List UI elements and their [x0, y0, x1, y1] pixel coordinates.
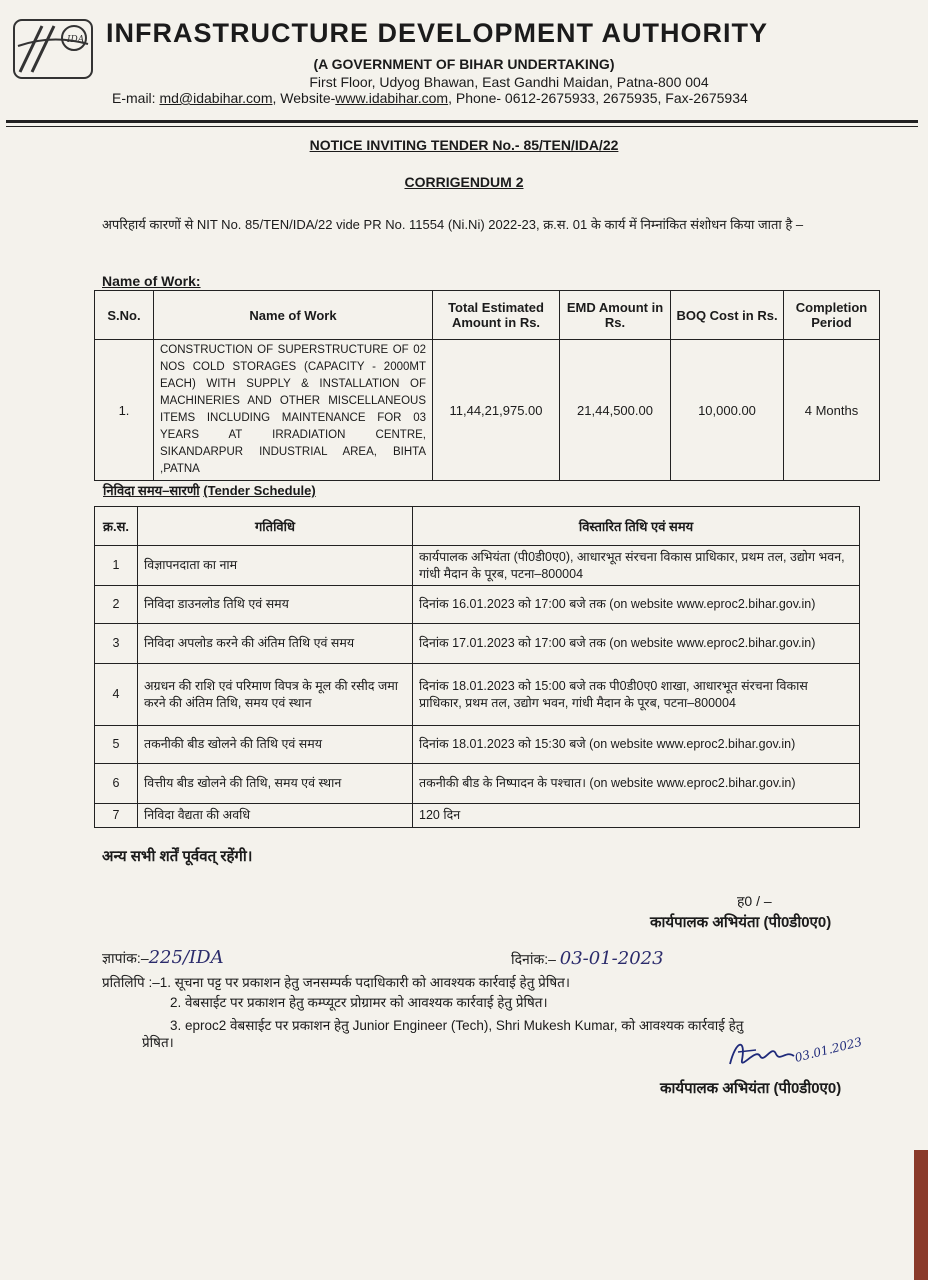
cell-boq: 10,000.00	[671, 340, 784, 481]
table-row	[95, 340, 880, 481]
col-detail: विस्तारित तिथि एवं समय	[413, 507, 860, 546]
cell-sno: 1.	[95, 340, 154, 481]
col-sn: क्र.स.	[95, 507, 138, 546]
work-table-header	[95, 291, 880, 340]
schedule-title: निविदा समय–सारणी (Tender Schedule)	[103, 483, 316, 498]
name-of-work-label: Name of Work:	[102, 273, 201, 289]
svg-text:IDA: IDA	[67, 35, 85, 45]
cell-name: CONSTRUCTION OF SUPERSTRUCTURE OF 02 NOS COLD STORAGES (CAPACITY - 2000MT EACH) WITH SUPPLY & INSTALLATION OF MACHINERIES AND OTHER MISCELLANEOUS ITEMS INCLUDING MAINTENANCE FOR 03 YEARS AT IRRADIATION CENTRE, SIKANDARPUR INDUSTRIAL AREA, BIHTA ,PATNA	[154, 340, 433, 481]
copy-line-1: प्रतिलिपि :–1. सूचना पट्ट पर प्रकाशन हेतु जनसम्पर्क पदाधिकारी को आवश्यक कार्रवाई हेतु प्रेषित।	[102, 975, 570, 990]
copy-line-3-cont: प्रेषित।	[142, 1035, 174, 1050]
cell-period: 4 Months	[784, 340, 880, 481]
signed-note: ह0 / –	[737, 893, 772, 909]
col-boq: BOQ Cost in Rs.	[671, 291, 784, 340]
col-emd: EMD Amount in Rs.	[560, 291, 671, 340]
signatory-title-2: कार्यपालक अभियंता (पी0डी0ए0)	[660, 1080, 842, 1097]
org-name: INFRASTRUCTURE DEVELOPMENT AUTHORITY	[106, 18, 768, 48]
table-row: 5 तकनीकी बीड खोलने की तिथि एवं समय दिनांक 18.01.2023 को 15:30 बजे (on website www.eproc2.bihar.gov.in)	[95, 726, 860, 764]
memo-handwritten: 225/IDA	[148, 947, 224, 968]
memo-date: दिनांक:– 03-01-2023	[511, 948, 664, 969]
schedule-table	[94, 506, 860, 828]
table-row: 7 निविदा वैद्यता की अवधि 120 दिन	[95, 804, 860, 828]
header-rule-thin	[6, 126, 918, 127]
col-activity: गतिविधि	[138, 507, 413, 546]
edge-strip	[914, 1150, 928, 1280]
website-link[interactable]: www.idabihar.com	[335, 90, 449, 106]
table-row: 4 अग्रधन की राशि एवं परिमाण विपत्र के मूल की रसीद जमा करने की अंतिम तिथि, समय एवं स्थान दिनांक 18.01.2023 को 15:00 बजे तक पी0डी0ए0 शाखा, आधारभूत संरचना विकास प्राधिकार, प्रथम तल, उद्योग भवन, गांधी मैदान के पूरब, पटना–800004	[95, 664, 860, 726]
date-handwritten: 03-01-2023	[559, 948, 664, 969]
svg-text:03.01.2023: 03.01.2023	[793, 1034, 864, 1065]
work-table	[94, 290, 880, 481]
org-contact: E-mail: md@idabihar.com, Website-www.idabihar.com, Phone- 0612-2675933, 2675935, Fax-2675934	[112, 90, 748, 106]
col-name: Name of Work	[154, 291, 433, 340]
notice-title: NOTICE INVITING TENDER No.- 85/TEN/IDA/22	[309, 137, 619, 153]
col-period: Completion Period	[784, 291, 880, 340]
schedule-header	[95, 507, 860, 546]
signatory-title: कार्यपालक अभियंता (पी0डी0ए0)	[650, 914, 832, 931]
table-row: 2 निविदा डाउनलोड तिथि एवं समय दिनांक 16.01.2023 को 17:00 बजे तक (on website www.eproc2.bihar.gov.in)	[95, 586, 860, 624]
cell-total: 11,44,21,975.00	[433, 340, 560, 481]
copy-line-2: 2. वेबसाईट पर प्रकाशन हेतु कम्प्यूटर प्रोग्रामर को आवश्यक कार्रवाई हेतु प्रेषित।	[170, 995, 548, 1010]
ida-logo-icon	[12, 16, 94, 82]
intro-text: अपरिहार्य कारणों से NIT No. 85/TEN/IDA/22 vide PR No. 11554 (Ni.Ni) 2022-23, क्र.स. 01 के कार्य में निम्नांकित संशोधन किया जाता है –	[102, 217, 804, 232]
header-rule	[6, 120, 918, 123]
email-link[interactable]: md@idabihar.com	[159, 90, 273, 106]
org-address: First Floor, Udyog Bhawan, East Gandhi Maidan, Patna-800 004	[309, 74, 709, 90]
col-total: Total Estimated Amount in Rs.	[433, 291, 560, 340]
corrigendum-title: CORRIGENDUM 2	[404, 174, 524, 190]
copy-line-3: 3. eproc2 वेबसाईट पर प्रकाशन हेतु Junior Engineer (Tech), Shri Mukesh Kumar, को आवश्यक कार्रवाई हेतु	[170, 1018, 744, 1033]
memo-number: ज्ञापांक:–225/IDA	[102, 947, 224, 968]
signature-icon	[716, 1030, 866, 1080]
col-sno: S.No.	[95, 291, 154, 340]
table-row: 6 वित्तीय बीड खोलने की तिथि, समय एवं स्थान तकनीकी बीड के निष्पादन के पश्चात। (on website www.eproc2.bihar.gov.in)	[95, 764, 860, 804]
org-subtitle: (A GOVERNMENT OF BIHAR UNDERTAKING)	[313, 56, 615, 72]
closing-line: अन्य सभी शर्तें पूर्ववत् रहेंगी।	[102, 848, 253, 865]
table-row: 1 विज्ञापनदाता का नाम कार्यपालक अभियंता (पी0डी0ए0), आधारभूत संरचना विकास प्राधिकार, प्रथम तल, उद्योग भवन, गांधी मैदान के पूरब, पटना–800004	[95, 546, 860, 586]
cell-emd: 21,44,500.00	[560, 340, 671, 481]
table-row: 3 निविदा अपलोड करने की अंतिम तिथि एवं समय दिनांक 17.01.2023 को 17:00 बजे तक (on website www.eproc2.bihar.gov.in)	[95, 624, 860, 664]
